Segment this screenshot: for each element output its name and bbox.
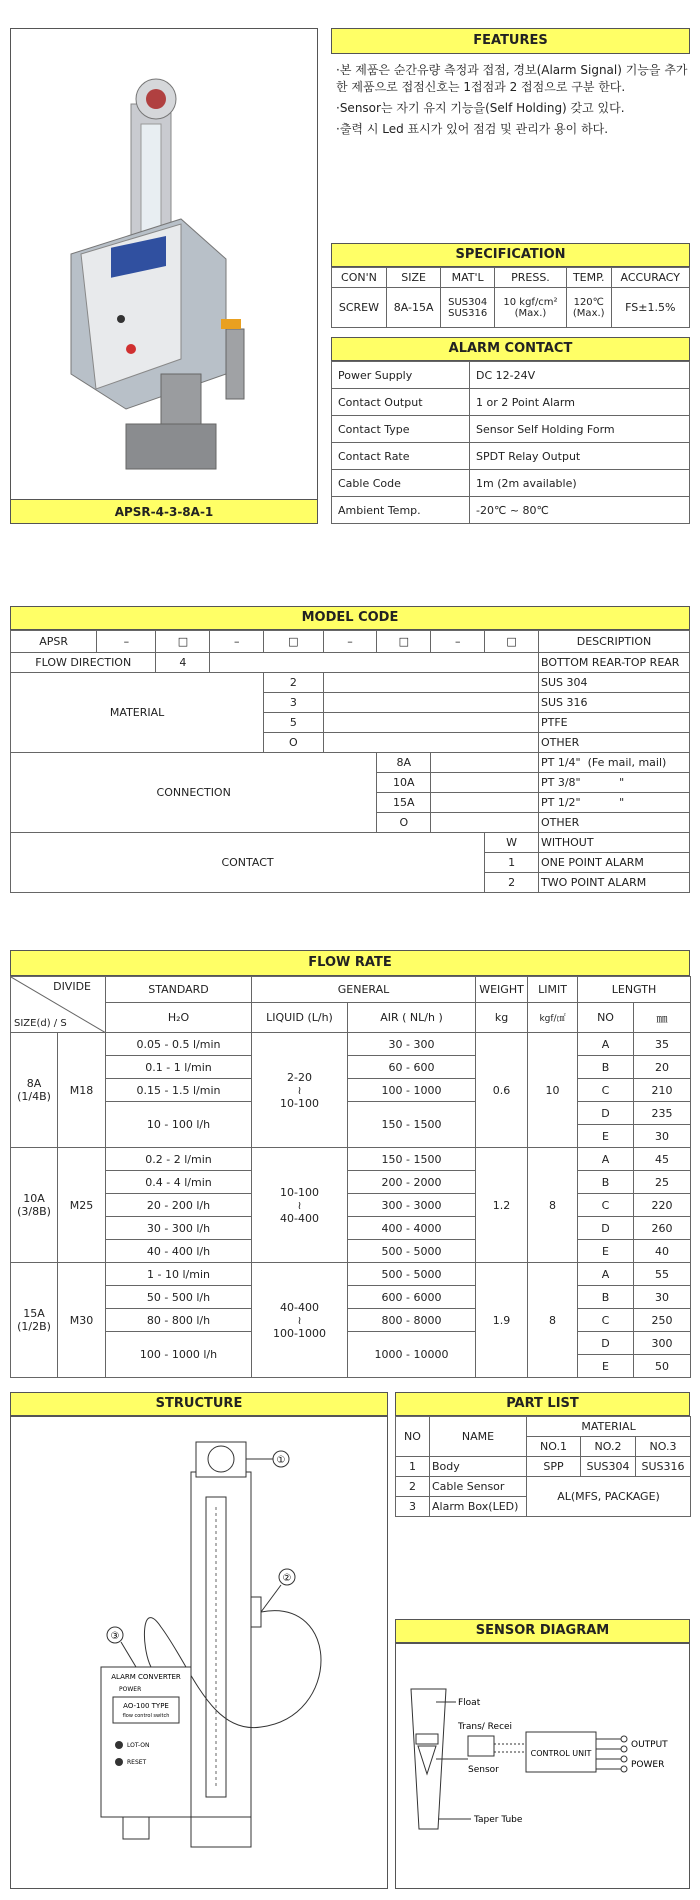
pl-no: 3 bbox=[396, 1497, 430, 1517]
mc-flow-direction-label: FLOW DIRECTION bbox=[11, 653, 156, 673]
box-label: flow control switch bbox=[122, 1713, 170, 1719]
flow-weight: 1.9 bbox=[476, 1263, 528, 1378]
alarm-value: DC 12-24V bbox=[470, 362, 690, 389]
pl-h-no1: NO.1 bbox=[527, 1437, 581, 1457]
flow-row bbox=[11, 1171, 691, 1194]
flow-len-mm: 300 bbox=[634, 1332, 691, 1355]
flow-h2o: 0.05 - 0.5 l/min bbox=[106, 1033, 252, 1056]
flow-len-no: B bbox=[578, 1286, 634, 1309]
mc-desc: WITHOUT bbox=[539, 833, 690, 853]
flow-len-no: C bbox=[578, 1309, 634, 1332]
box-label: AO-100 TYPE bbox=[123, 1702, 169, 1710]
flow-h2o: 50 - 500 l/h bbox=[106, 1286, 252, 1309]
spec-header: SIZE bbox=[386, 268, 440, 288]
spec-header: TEMP. bbox=[566, 268, 611, 288]
flow-h2o: 100 - 1000 l/h bbox=[106, 1332, 252, 1378]
feature-item: ·Sensor는 자기 유지 기능을(Self Holding) 갖고 있다. bbox=[336, 101, 625, 115]
pl-name: Cable Sensor bbox=[430, 1477, 527, 1497]
flow-weight: 1.2 bbox=[476, 1148, 528, 1263]
flow-limit: 8 bbox=[528, 1148, 578, 1263]
flow-row bbox=[11, 1033, 691, 1056]
flow-h2o: 0.1 - 1 l/min bbox=[106, 1056, 252, 1079]
flow-h2o: 0.4 - 4 l/min bbox=[106, 1171, 252, 1194]
spec-header: PRESS. bbox=[494, 268, 566, 288]
flow-len-mm: 250 bbox=[634, 1309, 691, 1332]
mc-desc: BOTTOM REAR-TOP REAR bbox=[539, 653, 690, 673]
box-label: RESET bbox=[127, 1759, 147, 1766]
mc-code: 2 bbox=[485, 873, 539, 893]
flow-len-no: B bbox=[578, 1056, 634, 1079]
alarm-value: 1m (2m available) bbox=[470, 470, 690, 497]
sensor-diagram-box bbox=[395, 1643, 690, 1889]
alarm-label: Contact Type bbox=[332, 416, 470, 443]
flow-len-mm: 40 bbox=[634, 1240, 691, 1263]
spec-value: 120℃ (Max.) bbox=[566, 288, 611, 328]
flow-row bbox=[11, 1194, 691, 1217]
label-taper-tube: Taper Tube bbox=[474, 1815, 523, 1825]
box-label: ALARM CONVERTER bbox=[111, 1673, 181, 1681]
h-mm: ㎜ bbox=[634, 1003, 691, 1033]
mc-desc: OTHER bbox=[539, 813, 690, 833]
mc-material-label: MATERIAL bbox=[11, 673, 264, 753]
mc-code: O bbox=[264, 733, 323, 753]
model-code-table bbox=[10, 630, 690, 893]
flow-row bbox=[11, 1286, 691, 1309]
mc-desc: PT 1/2" " bbox=[539, 793, 690, 813]
divide-cell bbox=[11, 977, 106, 1033]
flow-len-no: D bbox=[578, 1332, 634, 1355]
flow-row bbox=[11, 1056, 691, 1079]
box-label: POWER bbox=[119, 1686, 142, 1693]
spec-value: SCREW bbox=[332, 288, 387, 328]
flow-air: 200 - 2000 bbox=[348, 1171, 476, 1194]
flow-row bbox=[11, 1217, 691, 1240]
pl-no: 1 bbox=[396, 1457, 430, 1477]
spec-value: 8A-15A bbox=[386, 288, 440, 328]
flow-len-no: C bbox=[578, 1079, 634, 1102]
callout-3: ③ bbox=[110, 1631, 120, 1642]
flow-liquid: 10-100 ≀ 40-400 bbox=[252, 1148, 348, 1263]
flow-row bbox=[11, 1240, 691, 1263]
flow-s: M30 bbox=[58, 1263, 106, 1378]
flow-s: M25 bbox=[58, 1148, 106, 1263]
flow-h2o: 30 - 300 l/h bbox=[106, 1217, 252, 1240]
flow-limit: 10 bbox=[528, 1033, 578, 1148]
flow-air: 500 - 5000 bbox=[348, 1263, 476, 1286]
mc-code: 1 bbox=[485, 853, 539, 873]
structure-title: STRUCTURE bbox=[10, 1392, 388, 1416]
flow-row bbox=[11, 1309, 691, 1332]
flow-row bbox=[11, 1263, 691, 1286]
spec-header: CON'N bbox=[332, 268, 387, 288]
flow-row bbox=[11, 1102, 691, 1125]
pl-h-name: NAME bbox=[430, 1417, 527, 1457]
flow-len-mm: 260 bbox=[634, 1217, 691, 1240]
flow-len-no: C bbox=[578, 1194, 634, 1217]
spec-value: SUS304 SUS316 bbox=[441, 288, 495, 328]
mc-code: 2 bbox=[264, 673, 323, 693]
mc-code: 3 bbox=[264, 693, 323, 713]
flow-h2o: 10 - 100 l/h bbox=[106, 1102, 252, 1148]
flow-s: M18 bbox=[58, 1033, 106, 1148]
mc-desc: PT 1/4" (Fe mail, mail) bbox=[539, 753, 690, 773]
flow-size: 8A (1/4B) bbox=[11, 1033, 58, 1148]
flow-liquid: 2-20 ≀ 10-100 bbox=[252, 1033, 348, 1148]
mc-head: □ bbox=[485, 631, 539, 653]
mc-code: W bbox=[485, 833, 539, 853]
flow-air: 100 - 1000 bbox=[348, 1079, 476, 1102]
flow-row bbox=[11, 1079, 691, 1102]
flow-air: 150 - 1500 bbox=[348, 1102, 476, 1148]
flow-len-no: A bbox=[578, 1263, 634, 1286]
h-weight: WEIGHT bbox=[476, 977, 528, 1003]
flow-air: 60 - 600 bbox=[348, 1056, 476, 1079]
mc-head: – bbox=[431, 631, 485, 653]
part-list-title: PART LIST bbox=[395, 1392, 690, 1416]
model-code-title: MODEL CODE bbox=[10, 606, 690, 630]
pl-h-material: MATERIAL bbox=[527, 1417, 691, 1437]
features-list bbox=[336, 62, 688, 138]
flow-len-no: E bbox=[578, 1355, 634, 1378]
h-kgf: kgf/㎠ bbox=[528, 1003, 578, 1033]
mc-code: 8A bbox=[377, 753, 431, 773]
flow-len-no: A bbox=[578, 1033, 634, 1056]
flow-air: 600 - 6000 bbox=[348, 1286, 476, 1309]
label-trans: Trans/ Recei bbox=[458, 1722, 513, 1732]
product-photo bbox=[11, 29, 317, 499]
flow-h2o: 20 - 200 l/h bbox=[106, 1194, 252, 1217]
pl-merged: AL(MFS, PACKAGE) bbox=[527, 1477, 691, 1517]
box-label: LOT-ON bbox=[127, 1742, 150, 1749]
h-limit: LIMIT bbox=[528, 977, 578, 1003]
divide-label: DIVIDE bbox=[53, 980, 91, 993]
mc-desc: ONE POINT ALARM bbox=[539, 853, 690, 873]
flow-air: 30 - 300 bbox=[348, 1033, 476, 1056]
pl-name: Body bbox=[430, 1457, 527, 1477]
flow-len-no: D bbox=[578, 1102, 634, 1125]
flow-len-no: D bbox=[578, 1217, 634, 1240]
flow-len-mm: 210 bbox=[634, 1079, 691, 1102]
h-liquid: LIQUID (L/h) bbox=[252, 1003, 348, 1033]
flow-len-mm: 235 bbox=[634, 1102, 691, 1125]
flow-h2o: 80 - 800 l/h bbox=[106, 1309, 252, 1332]
mc-head: APSR bbox=[11, 631, 97, 653]
pl-no: 2 bbox=[396, 1477, 430, 1497]
flow-len-no: E bbox=[578, 1240, 634, 1263]
h-air: AIR ( NL/h ) bbox=[348, 1003, 476, 1033]
h-kg: kg bbox=[476, 1003, 528, 1033]
alarm-value: SPDT Relay Output bbox=[470, 443, 690, 470]
mc-desc: TWO POINT ALARM bbox=[539, 873, 690, 893]
mc-head: □ bbox=[264, 631, 323, 653]
feature-item: ·본 제품은 순간유량 측정과 접점, 경보(Alarm Signal) 기능을 추가한 제품으로 접점신호는 1접점과 2 접점으로 구분 한다. bbox=[336, 63, 688, 94]
flow-len-mm: 35 bbox=[634, 1033, 691, 1056]
h-h2o: H₂O bbox=[106, 1003, 252, 1033]
alarm-label: Cable Code bbox=[332, 470, 470, 497]
mc-desc: SUS 304 bbox=[539, 673, 690, 693]
flow-limit: 8 bbox=[528, 1263, 578, 1378]
flow-air: 800 - 8000 bbox=[348, 1309, 476, 1332]
alarm-contact-title: ALARM CONTACT bbox=[331, 337, 690, 361]
pl-h-no: NO bbox=[396, 1417, 430, 1457]
flow-air: 150 - 1500 bbox=[348, 1148, 476, 1171]
mc-connection-label: CONNECTION bbox=[11, 753, 377, 833]
mc-code: 5 bbox=[264, 713, 323, 733]
flow-len-mm: 55 bbox=[634, 1263, 691, 1286]
mc-code: O bbox=[377, 813, 431, 833]
flow-len-no: A bbox=[578, 1148, 634, 1171]
h-general: GENERAL bbox=[252, 977, 476, 1003]
mc-head: – bbox=[210, 631, 264, 653]
flow-h2o: 0.2 - 2 l/min bbox=[106, 1148, 252, 1171]
mc-head: DESCRIPTION bbox=[539, 631, 690, 653]
callout-2: ② bbox=[282, 1573, 292, 1584]
flow-len-no: B bbox=[578, 1171, 634, 1194]
alarm-contact-table bbox=[331, 361, 690, 524]
specification-title: SPECIFICATION bbox=[331, 243, 690, 267]
flow-h2o: 40 - 400 l/h bbox=[106, 1240, 252, 1263]
flow-weight: 0.6 bbox=[476, 1033, 528, 1148]
flow-len-mm: 25 bbox=[634, 1171, 691, 1194]
flow-len-mm: 30 bbox=[634, 1125, 691, 1148]
mc-head: – bbox=[323, 631, 377, 653]
h-standard: STANDARD bbox=[106, 977, 252, 1003]
alarm-value: 1 or 2 Point Alarm bbox=[470, 389, 690, 416]
flow-len-mm: 50 bbox=[634, 1355, 691, 1378]
alarm-value: Sensor Self Holding Form bbox=[470, 416, 690, 443]
flow-rate-table bbox=[10, 976, 690, 1378]
h-no: NO bbox=[578, 1003, 634, 1033]
size-s-label: SIZE(d) / S bbox=[14, 1018, 67, 1029]
spec-value: 10 kgf/cm² (Max.) bbox=[494, 288, 566, 328]
flow-len-no: E bbox=[578, 1125, 634, 1148]
features-title: FEATURES bbox=[331, 28, 690, 54]
spec-value: FS±1.5% bbox=[611, 288, 689, 328]
flow-rate-title: FLOW RATE bbox=[10, 950, 690, 976]
mc-code: 4 bbox=[156, 653, 210, 673]
flow-liquid: 40-400 ≀ 100-1000 bbox=[252, 1263, 348, 1378]
flow-row bbox=[11, 1332, 691, 1355]
pl-name: Alarm Box(LED) bbox=[430, 1497, 527, 1517]
callout-1: ① bbox=[276, 1455, 286, 1466]
alarm-label: Contact Rate bbox=[332, 443, 470, 470]
label-control-unit: CONTROL UNIT bbox=[530, 1749, 592, 1758]
flow-len-mm: 20 bbox=[634, 1056, 691, 1079]
pl-mat: SPP bbox=[527, 1457, 581, 1477]
mc-code: 15A bbox=[377, 793, 431, 813]
alarm-label: Power Supply bbox=[332, 362, 470, 389]
spec-header: ACCURACY bbox=[611, 268, 689, 288]
mc-head: □ bbox=[377, 631, 431, 653]
flow-air: 500 - 5000 bbox=[348, 1240, 476, 1263]
flow-len-mm: 220 bbox=[634, 1194, 691, 1217]
label-float: Float bbox=[458, 1698, 481, 1708]
flow-row bbox=[11, 1148, 691, 1171]
h-length: LENGTH bbox=[578, 977, 691, 1003]
flow-h2o: 1 - 10 l/min bbox=[106, 1263, 252, 1286]
flow-size: 10A (3/8B) bbox=[11, 1148, 58, 1263]
specification-table bbox=[331, 267, 690, 328]
flow-air: 1000 - 10000 bbox=[348, 1332, 476, 1378]
mc-contact-label: CONTACT bbox=[11, 833, 485, 893]
alarm-value: -20℃ ~ 80℃ bbox=[470, 497, 690, 524]
feature-item: ·출력 시 Led 표시가 있어 점검 및 관리가 용이 하다. bbox=[336, 122, 609, 136]
part-list-table bbox=[395, 1416, 690, 1517]
pl-h-no2: NO.2 bbox=[581, 1437, 636, 1457]
flow-air: 400 - 4000 bbox=[348, 1217, 476, 1240]
flow-len-mm: 45 bbox=[634, 1148, 691, 1171]
pl-mat: SUS304 bbox=[581, 1457, 636, 1477]
structure-drawing bbox=[11, 1417, 387, 1888]
photo-caption-bar: APSR-4-3-8A-1 bbox=[11, 499, 317, 523]
mc-desc: PTFE bbox=[539, 713, 690, 733]
flow-air: 300 - 3000 bbox=[348, 1194, 476, 1217]
label-output: OUTPUT bbox=[631, 1740, 668, 1750]
structure-drawing-box bbox=[10, 1416, 388, 1889]
mc-desc: PT 3/8" " bbox=[539, 773, 690, 793]
mc-code: 10A bbox=[377, 773, 431, 793]
flow-h2o: 0.15 - 1.5 l/min bbox=[106, 1079, 252, 1102]
alarm-label: Contact Output bbox=[332, 389, 470, 416]
mc-desc: SUS 316 bbox=[539, 693, 690, 713]
pl-h-no3: NO.3 bbox=[636, 1437, 691, 1457]
product-photo-box bbox=[10, 28, 318, 524]
label-sensor: Sensor bbox=[468, 1765, 499, 1775]
flow-len-mm: 30 bbox=[634, 1286, 691, 1309]
pl-mat: SUS316 bbox=[636, 1457, 691, 1477]
mc-desc: OTHER bbox=[539, 733, 690, 753]
alarm-label: Ambient Temp. bbox=[332, 497, 470, 524]
flow-size: 15A (1/2B) bbox=[11, 1263, 58, 1378]
mc-head: – bbox=[97, 631, 156, 653]
sensor-diagram bbox=[396, 1644, 689, 1888]
mc-head: □ bbox=[156, 631, 210, 653]
spec-header: MAT'L bbox=[441, 268, 495, 288]
sensor-diagram-title: SENSOR DIAGRAM bbox=[395, 1619, 690, 1643]
label-power: POWER bbox=[631, 1760, 665, 1770]
